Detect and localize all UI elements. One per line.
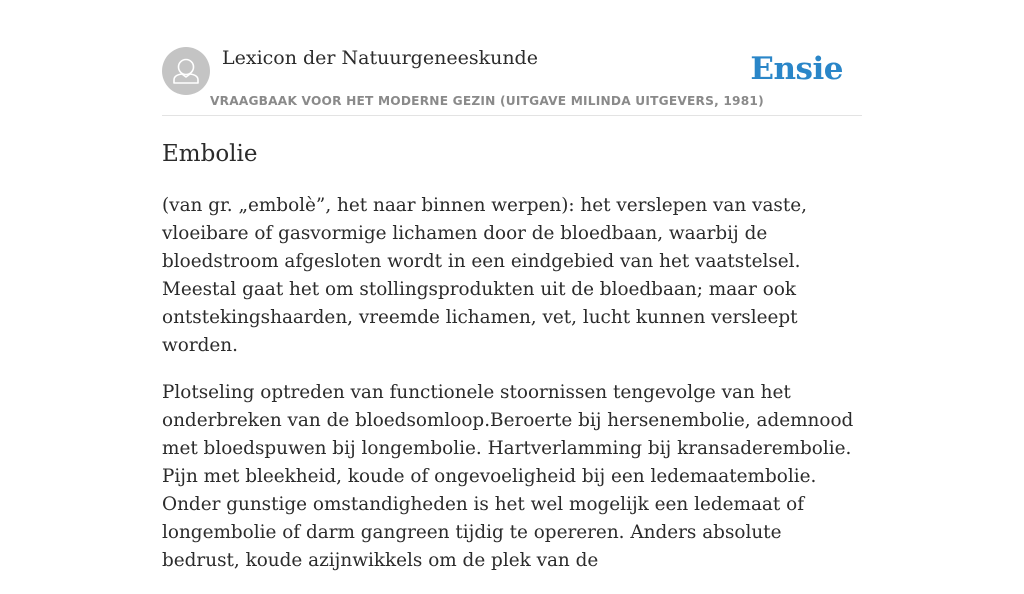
ensie-logo[interactable]: Ensie xyxy=(750,51,843,87)
source-subtitle: VRAAGBAAK VOOR HET MODERNE GEZIN (UITGAVE MILINDA UITGEVERS, 1981) xyxy=(210,94,764,108)
entry-content xyxy=(162,192,864,594)
avatar[interactable] xyxy=(162,47,210,95)
paragraph: (van gr. „embolè”, het naar binnen werpen): het verslepen van vaste, vloeibare of gasvormige lichamen door de bloedbaan, waarbij de bloedstroom afgesloten wordt in een eindgebied van het vaatstelsel. Meestal gaat het om stollingsprodukten uit de bloedbaan; maar ook ontstekingshaarden, vreemde lichamen, vet, lucht kunnen versleept worden. xyxy=(162,195,807,356)
source-title[interactable]: Lexicon der Natuurgeneeskunde xyxy=(222,47,538,69)
paragraph: Plotseling optreden van functionele stoornissen tengevolge van het onderbreken van de bloedsomloop.Beroerte bij hersenembolie, ademnood met bloedspuwen bij longembolie. Hartverlamming bij kransaderembolie. Pijn met bleekheid, koude of ongevoeligheid bij een ledemaatembolie. Onder gunstige omstandigheden is het wel mogelijk een ledemaat of longembolie of darm gangreen tijdig te opereren. Anders absolute bedrust, koude azijnwikkels om de plek van de xyxy=(162,382,854,571)
page-title: Embolie xyxy=(162,141,258,167)
user-icon xyxy=(162,47,210,95)
source-header xyxy=(162,0,862,116)
